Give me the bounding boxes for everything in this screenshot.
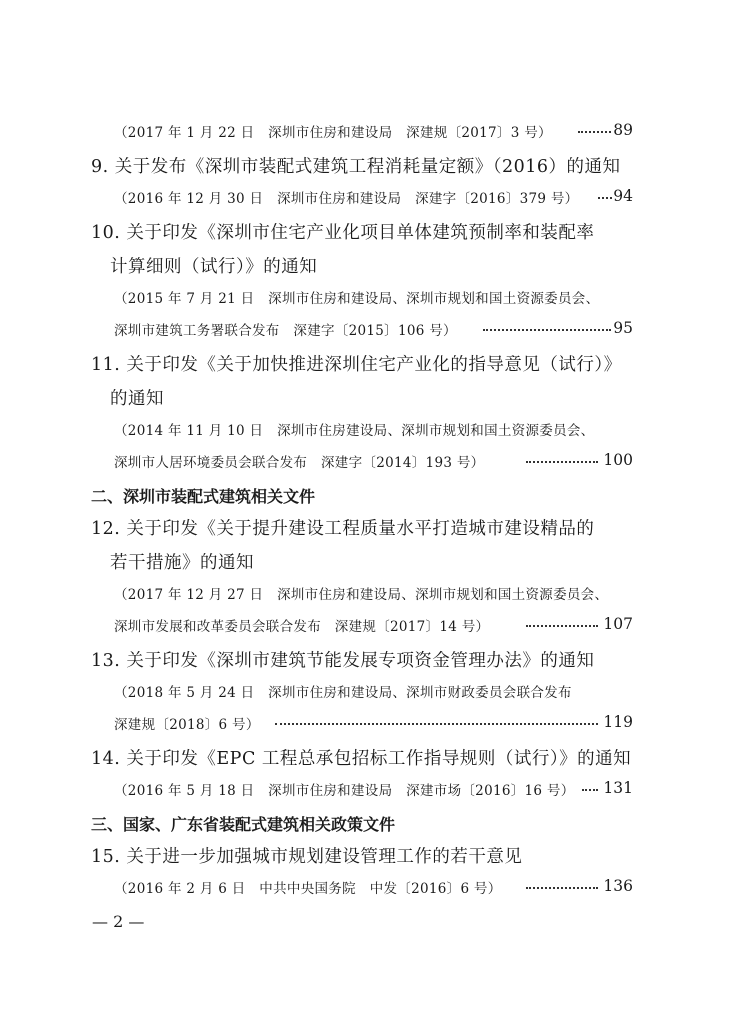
- toc-entry-12-title-cont[interactable]: 若干措施》的通知: [110, 553, 254, 573]
- toc-entry-10-title[interactable]: 10. 关于印发《深圳市住宅产业化项目单体建筑预制率和装配率: [91, 223, 595, 243]
- toc-leader-dots: [483, 329, 611, 331]
- toc-page-number: 136: [603, 877, 633, 895]
- toc-page-number: 89: [613, 121, 633, 139]
- toc-entry-11-source-cont: [0, 451, 730, 481]
- toc-entry-13-source-cont: [0, 713, 730, 743]
- toc-source-text: （2016 年 12 月 30 日 深圳市住房和建设局 深建字〔2016〕379 号）: [114, 191, 579, 207]
- toc-page-number: 107: [603, 615, 633, 633]
- toc-leader-dots: [578, 131, 611, 133]
- toc-page-number: 100: [603, 451, 633, 469]
- section-heading-3[interactable]: 三、国家、广东省装配式建筑相关政策文件: [91, 815, 396, 834]
- toc-entry-14-source: [0, 779, 730, 809]
- toc-page-number: 95: [613, 319, 633, 337]
- toc-entry-9-title[interactable]: 9. 关于发布《深圳市装配式建筑工程消耗量定额》（2016）的通知: [91, 157, 621, 177]
- toc-page-number: 131: [603, 779, 633, 797]
- toc-entry-10-title-cont[interactable]: 计算细则（试行）》的通知: [110, 257, 318, 277]
- toc-entry-13-title[interactable]: 13. 关于印发《深圳市建筑节能发展专项资金管理办法》的通知: [91, 651, 595, 671]
- toc-entry-11-title[interactable]: 11. 关于印发《关于加快推进深圳住宅产业化的指导意见（试行）》: [91, 355, 622, 375]
- toc-leader-dots: [526, 625, 598, 627]
- toc-entry-12-title[interactable]: 12. 关于印发《关于提升建设工程质量水平打造城市建设精品的: [91, 519, 595, 539]
- toc-page-number: 94: [613, 187, 633, 205]
- toc-entry-11-title-cont[interactable]: 的通知: [110, 389, 164, 409]
- toc-leader-dots: [275, 723, 598, 725]
- toc-source-text: （2016 年 2 月 6 日 中共中央国务院 中发〔2016〕6 号）: [114, 881, 502, 897]
- toc-leader-dots: [598, 197, 612, 199]
- toc-entry-12-source-cont: [0, 615, 730, 645]
- toc-source-text: 深圳市发展和改革委员会联合发布 深建规〔2017〕14 号）: [114, 619, 490, 635]
- toc-entry-15-title[interactable]: 15. 关于进一步加强城市规划建设管理工作的若干意见: [91, 847, 523, 867]
- toc-source-text: （2016 年 5 月 18 日 深圳市住房和建设局 深建市场〔2016〕16 号）: [114, 783, 575, 799]
- toc-source-text: 深圳市人居环境委员会联合发布 深建字〔2014〕193 号）: [114, 455, 485, 471]
- toc-entry-10-source-cont: [0, 319, 730, 349]
- toc-page-number: 119: [603, 713, 633, 731]
- toc-entry-15-source: [0, 877, 730, 907]
- toc-leader-dots: [526, 887, 598, 889]
- toc-entry-9-source: [0, 187, 730, 217]
- toc-entry-11-source: （2014 年 11 月 10 日 深圳市住房建设局、深圳市规划和国土资源委员会、: [114, 423, 595, 439]
- toc-source-text: 深圳市建筑工务署联合发布 深建字〔2015〕106 号）: [114, 323, 457, 339]
- toc-source-text: 深建规〔2018〕6 号）: [114, 717, 260, 733]
- toc-leader-dots: [526, 461, 598, 463]
- toc-source-text: （2017 年 1 月 22 日 深圳市住房和建设局 深建规〔2017〕3 号）: [114, 125, 552, 141]
- toc-leader-dots: [582, 789, 598, 791]
- page-number-footer: — 2 —: [92, 912, 145, 931]
- toc-entry-8-source: [0, 121, 730, 151]
- toc-entry-14-title[interactable]: 14. 关于印发《EPC 工程总承包招标工作指导规则（试行）》的通知: [91, 749, 632, 769]
- toc-entry-12-source: （2017 年 12 月 27 日 深圳市住房和建设局、深圳市规划和国土资源委员会、: [114, 587, 609, 603]
- toc-entry-10-source: （2015 年 7 月 21 日 深圳市住房和建设局、深圳市规划和国土资源委员会、: [114, 291, 600, 307]
- section-heading-2[interactable]: 二、深圳市装配式建筑相关文件: [91, 487, 316, 506]
- toc-entry-13-source: （2018 年 5 月 24 日 深圳市住房和建设局、深圳市财政委员会联合发布: [114, 685, 572, 701]
